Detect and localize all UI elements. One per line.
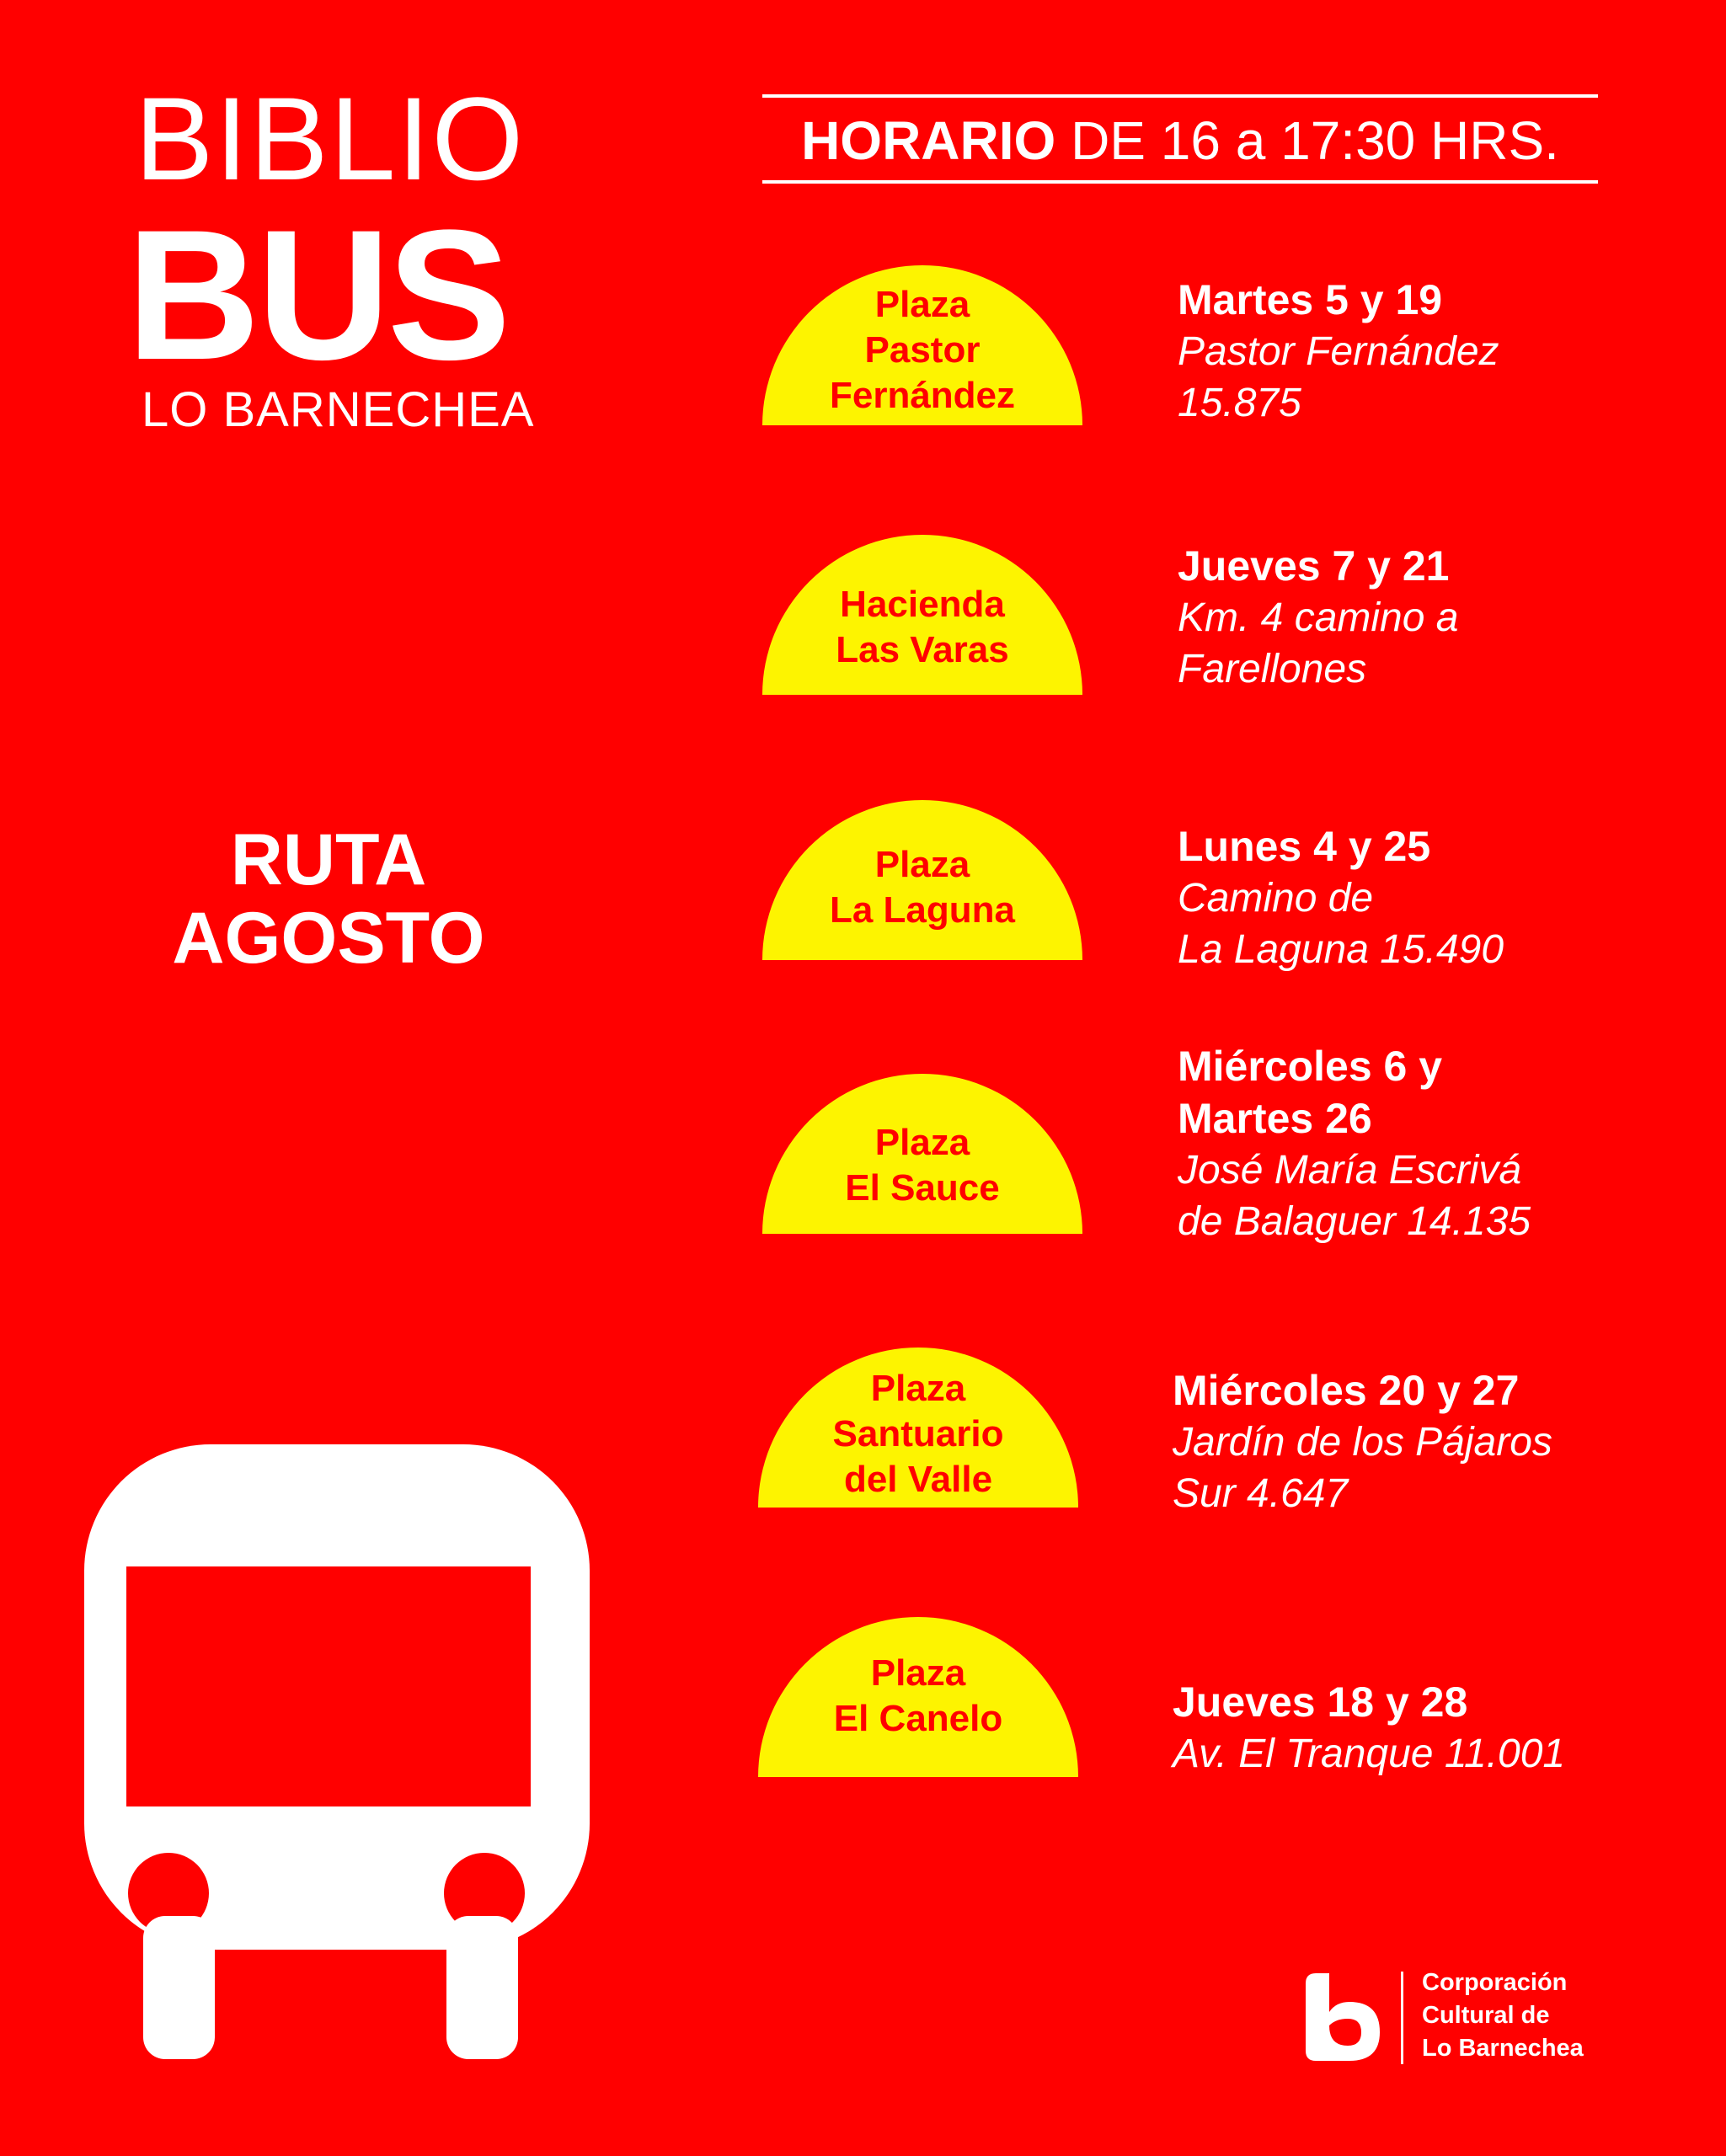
stop-place-line: Plaza xyxy=(874,284,970,325)
stop-address xyxy=(1178,326,1499,429)
stop-address xyxy=(1173,1417,1552,1519)
horario-label: HORARIO xyxy=(801,110,1056,171)
stop-place-line: La Laguna xyxy=(829,889,1016,931)
stop-info xyxy=(1173,1364,1552,1519)
stop-days-line: Jueves 7 y 21 xyxy=(1178,542,1450,590)
stop-place xyxy=(758,1651,1078,1742)
corporacion-cultural-logo xyxy=(1306,1967,1643,2068)
stop-place-line: Plaza xyxy=(874,844,970,885)
stop-info xyxy=(1178,1040,1531,1247)
lo-barnechea-logo-icon xyxy=(1306,1973,1381,2061)
route-heading-line1: RUTA xyxy=(230,819,427,900)
stop-days-line: Lunes 4 y 25 xyxy=(1178,823,1431,870)
title-biblio: BIBLIO xyxy=(135,72,526,205)
stop-address-line: de Balaguer 14.135 xyxy=(1178,1199,1531,1244)
stop-address xyxy=(1178,1145,1531,1247)
stop-address-line: Jardín de los Pájaros xyxy=(1173,1420,1552,1465)
horario-bottom-rule xyxy=(762,180,1598,184)
stop-place xyxy=(758,1366,1078,1502)
title-bus: BUS xyxy=(126,191,508,398)
stop-badge xyxy=(762,265,1082,425)
stop-address-line: Farellones xyxy=(1178,647,1367,691)
stop-days-line: Miércoles 6 y xyxy=(1178,1043,1443,1090)
route-heading-line2: AGOSTO xyxy=(172,897,485,979)
stop-badge xyxy=(762,1074,1082,1234)
stop-place-line: Plaza xyxy=(874,1122,970,1163)
logo-text-line: Lo Barnechea xyxy=(1422,2035,1584,2062)
stop-place-line: El Canelo xyxy=(833,1698,1003,1739)
stop-info xyxy=(1178,274,1499,429)
stop-la-laguna xyxy=(0,800,1726,972)
stop-place xyxy=(762,1120,1082,1211)
stop-place xyxy=(762,282,1082,419)
stop-info xyxy=(1178,820,1504,975)
stop-days-line: Martes 26 xyxy=(1178,1095,1372,1142)
stop-address-line: 15.875 xyxy=(1178,381,1301,425)
stop-address-line: Pastor Fernández xyxy=(1178,329,1499,374)
stop-place xyxy=(762,582,1082,673)
stop-address xyxy=(1173,1728,1565,1780)
bus-front-icon xyxy=(84,1444,590,2059)
stop-days xyxy=(1178,1040,1531,1145)
stop-address-line: Av. El Tranque 11.001 xyxy=(1173,1732,1566,1776)
stop-place xyxy=(762,842,1082,933)
stop-address-line: Camino de xyxy=(1178,876,1374,921)
horario-text: DE 16 a 17:30 HRS. xyxy=(1071,110,1559,171)
stop-place-line: del Valle xyxy=(843,1459,993,1500)
stop-days xyxy=(1178,820,1504,873)
title-lo-barnechea: LO BARNECHEA xyxy=(142,382,535,437)
stop-address-line: Km. 4 camino a xyxy=(1178,595,1459,640)
stop-badge xyxy=(758,1617,1078,1777)
stop-place-line: Santuario xyxy=(832,1413,1004,1454)
logo-text-line: Corporación xyxy=(1422,1969,1568,1996)
stop-place-line: Pastor xyxy=(864,329,981,371)
stop-place-line: Hacienda xyxy=(840,584,1005,625)
stop-days-line: Martes 5 y 19 xyxy=(1178,276,1443,323)
stop-badge xyxy=(762,535,1082,695)
stop-address-line: José María Escrivá xyxy=(1178,1148,1522,1193)
stop-info xyxy=(1178,540,1458,695)
stop-days xyxy=(1173,1364,1552,1417)
logo-text xyxy=(1422,1967,1584,2065)
stop-address-line: La Laguna 15.490 xyxy=(1178,927,1504,972)
stop-place-line: El Sauce xyxy=(845,1167,1000,1209)
stop-days xyxy=(1173,1676,1565,1728)
stop-hacienda-las-varas xyxy=(0,535,1726,703)
stop-place-line: Plaza xyxy=(870,1652,966,1694)
stop-badge xyxy=(758,1348,1078,1508)
stop-place-line: Plaza xyxy=(870,1368,966,1409)
stop-days xyxy=(1178,274,1499,326)
logo-text-line: Cultural de xyxy=(1422,2002,1550,2029)
stop-badge xyxy=(762,800,1082,960)
stop-address xyxy=(1178,592,1458,695)
stop-days-line: Miércoles 20 y 27 xyxy=(1173,1367,1520,1414)
stop-address-line: Sur 4.647 xyxy=(1173,1471,1349,1516)
logo-separator xyxy=(1401,1972,1403,2064)
stop-address xyxy=(1178,873,1504,975)
horario-top-rule xyxy=(762,94,1598,98)
stop-place-line: Fernández xyxy=(829,375,1016,416)
stop-pastor-fernandez xyxy=(0,265,1726,437)
stop-days xyxy=(1178,540,1458,592)
horario-heading xyxy=(762,110,1598,171)
stop-place-line: Las Varas xyxy=(836,629,1009,670)
stop-el-sauce xyxy=(0,1043,1726,1244)
stop-info xyxy=(1173,1676,1565,1780)
stop-days-line: Jueves 18 y 28 xyxy=(1173,1678,1468,1726)
